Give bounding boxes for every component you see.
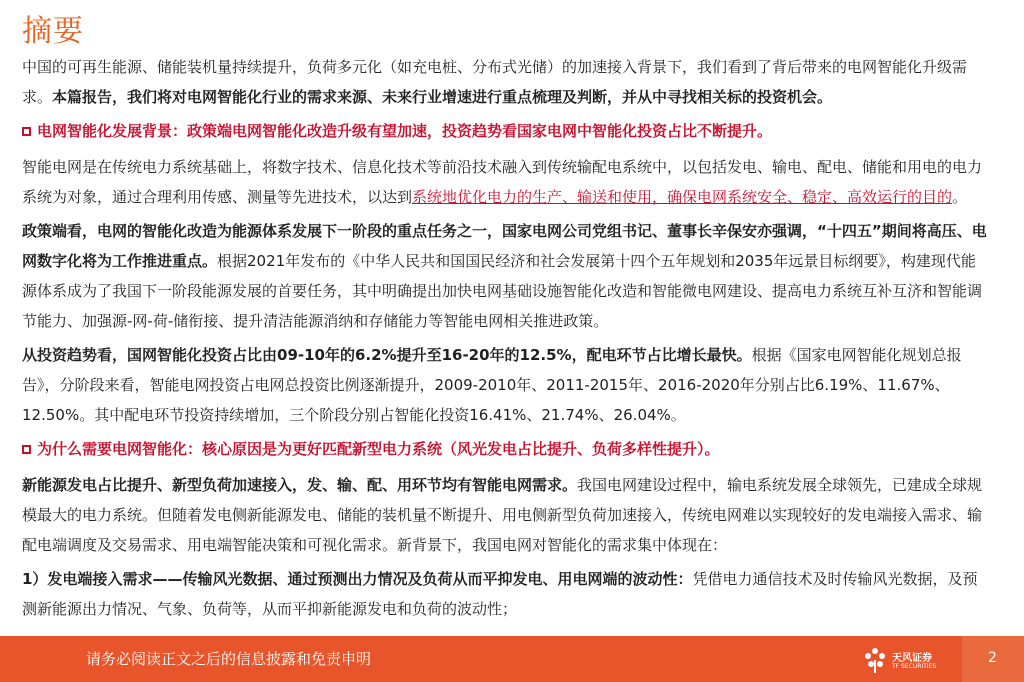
- para2-plain: 根据2021年发布的《中华人民共和国国民经济和社会发展第十四个五年规划和2035年远景目标纲要》，构建现代能源体系成为了我国下一阶段能源发展的首要任务，其中明确提出加快电网基础设施智能化改造和智能微电网建设、提高电力系统互补互济和智能调节能力、加强源-网-荷-储衔接、提升清洁能源消纳和存储能力等智能电网相关推进政策。: [22, 252, 983, 330]
- checkbox-square-icon: [22, 127, 31, 136]
- tf-securities-logo: [862, 646, 942, 674]
- page-number: 2: [988, 650, 997, 666]
- para1-highlight: 系统地优化电力的生产、输送和使用，确保电网系统安全、稳定、高效运行的目的: [412, 188, 953, 206]
- logo-subtext: TF SECURITIES: [892, 663, 937, 670]
- generation-demand-paragraph: [22, 564, 988, 624]
- logo-text: 天风证券: [892, 653, 932, 664]
- demand-paragraph: [22, 470, 988, 560]
- para4-plain: 我国电网建设过程中，输电系统发展全球领先，已建成全球规模最大的电力系统。但随着发电侧新能源发电、储能的装机量不断提升、用电侧新型负荷加速接入，传统电网难以实现较好的发电端接入需求、输配电端调度及交易需求、用电端智能决策和可视化需求。新背景下，我国电网对智能化的需求集中体现在：: [22, 476, 983, 554]
- para5-plain: 凭借电力通信技术及时传输风光数据，及预测新能源出力情况、气象、负荷等，从而平抑新能源发电和负荷的波动性；: [22, 570, 978, 618]
- para1-plain: 智能电网是在传统电力系统基础上，将数字技术、信息化技术等前沿技术融入到传统输配电系统中，以包括发电、输电、配电、储能和用电的电力系统为对象，通过合理利用传感、测量等先进技术，以达到: [22, 158, 983, 206]
- para5-bold: 1）发电端接入需求——传输风光数据、通过预测出力情况及负荷从而平抑发电、用电网端的波动性：: [22, 570, 693, 588]
- para4-bold: 新能源发电占比提升、新型负荷加速接入，发、输、配、用环节均有智能电网需求。: [22, 476, 578, 494]
- section1-heading-text: 电网智能化发展背景：政策端电网智能化改造升级有望加速，投资趋势看国家电网中智能化投资占比不断提升。: [37, 122, 773, 140]
- page-title: 摘要: [22, 14, 84, 49]
- footer-disclaimer: 请务必阅读正文之后的信息披露和免责申明: [86, 650, 372, 668]
- summary-content: [22, 52, 988, 628]
- footer-bar: [0, 636, 1024, 682]
- para1-end: 。: [952, 188, 968, 206]
- policy-paragraph: [22, 216, 988, 336]
- checkbox-square-icon: [22, 445, 31, 454]
- investment-trend-paragraph: [22, 340, 988, 430]
- smart-grid-definition-paragraph: [22, 152, 988, 212]
- tf-securities-logo-icon: [862, 646, 888, 674]
- para3-bold: 从投资趋势看，国网智能化投资占比由09-10年的6.2%提升至16-20年的12.5%，配电环节占比增长最快。: [22, 346, 752, 364]
- section2-heading-text: 为什么需要电网智能化：核心原因是为更好匹配新型电力系统（风光发电占比提升、负荷多样性提升）。: [37, 440, 720, 458]
- intro-paragraph: [22, 52, 988, 112]
- para2-bold: 政策端看，电网的智能化改造为能源体系发展下一阶段的重点任务之一，国家电网公司党组书记、董事长辛保安亦强调，“十四五”期间将高压、电网数字化将为工作推进重点。: [22, 222, 987, 270]
- para3-plain: 根据《国家电网智能化规划总报告》，分阶段来看，智能电网投资占电网总投资比例逐渐提升，2009-2010年、2011-2015年、2016-2020年分别占比6.19%、11.67%、12.50%。其中配电环节投资持续增加，三个阶段分别占智能化投资16.41%、21.74%、26.04%。: [22, 346, 962, 424]
- section-heading-background: [22, 116, 988, 146]
- intro-plain: 中国的可再生能源、储能装机量持续提升，负荷多元化（如充电桩、分布式光储）的加速接入背景下，我们看到了背后带来的电网智能化升级需求。: [22, 58, 968, 106]
- section-heading-why: [22, 434, 988, 464]
- intro-bold: 本篇报告，我们将对电网智能化行业的需求来源、未来行业增速进行重点梳理及判断，并从中寻找相关标的投资机会。: [52, 88, 833, 106]
